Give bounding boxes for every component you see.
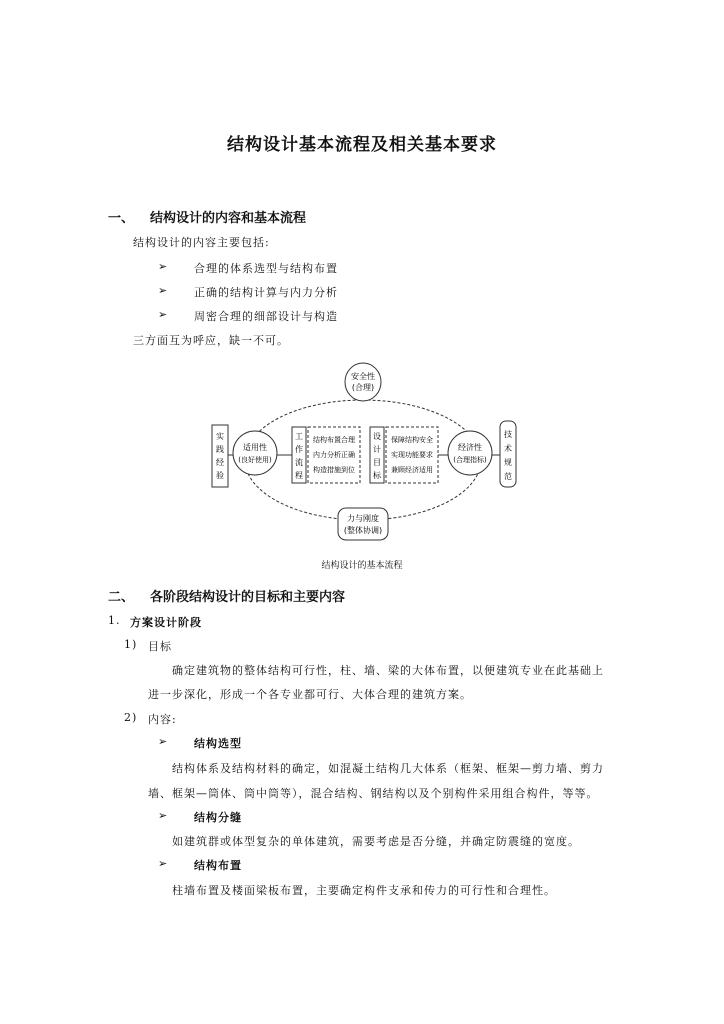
sub-heading-text: 结构布置 bbox=[194, 859, 242, 872]
cycle-ellipse bbox=[245, 400, 481, 520]
section-1-heading bbox=[108, 207, 508, 225]
right-vertical-char: 术 bbox=[504, 444, 512, 453]
mid-right-vertical-char: 计 bbox=[373, 445, 381, 454]
arrow-bullet-icon: ➢ bbox=[158, 308, 168, 321]
right-node-line1: 经济性 bbox=[458, 443, 482, 452]
sub2-line-1: 如建筑群或体型复杂的单体建筑，需要考虑是否分缝，并确定防震缝的宽度。 bbox=[172, 835, 580, 848]
item-1-label: 目标 bbox=[148, 640, 172, 653]
mid-right-vertical-char: 标 bbox=[373, 471, 381, 480]
arrow-bullet-icon: ➢ bbox=[158, 857, 168, 870]
left-vertical-char: 践 bbox=[216, 445, 224, 454]
sub-heading-text: 结构选型 bbox=[194, 737, 242, 750]
item-2-label: 内容: bbox=[148, 713, 177, 726]
mid-left-vertical-char: 流 bbox=[295, 458, 303, 467]
item-1-line-2: 进一步深化，形成一个各专业都可行、大体合理的建筑方案。 bbox=[148, 688, 472, 701]
mid-left-box-line: 内力分析正确 bbox=[313, 451, 355, 459]
left-node bbox=[233, 431, 277, 475]
top-node-line2: (合理) bbox=[351, 383, 375, 392]
sub1-line-2: 墙、框架—筒体、筒中筒等），混合结构、钢结构以及个别构件采用组合构件，等等。 bbox=[148, 787, 599, 800]
diagram-caption: 结构设计的基本流程 bbox=[321, 561, 403, 571]
section-2-heading bbox=[108, 586, 508, 604]
mid-right-vertical-char: 设 bbox=[373, 432, 381, 441]
section-1-title: 结构设计的内容和基本流程 bbox=[150, 211, 307, 226]
top-node bbox=[345, 363, 381, 401]
left-vertical-char: 验 bbox=[216, 471, 224, 480]
list-item-text: 合理的体系选型与结构布置 bbox=[194, 262, 338, 275]
right-vertical-char: 范 bbox=[504, 472, 512, 481]
section-2-number: 二、 bbox=[108, 590, 135, 605]
section-1-number: 一、 bbox=[108, 211, 135, 226]
left-vertical-char: 实 bbox=[216, 432, 224, 441]
item-1-number: 1) bbox=[124, 638, 138, 651]
right-node bbox=[448, 431, 492, 475]
mid-right-box-line: 兼顾经济适用 bbox=[391, 466, 433, 474]
right-node-line2: (合理指标) bbox=[453, 456, 487, 464]
section-1-summary: 三方面互为呼应，缺一不可。 bbox=[133, 334, 289, 347]
mid-left-vertical-char: 工 bbox=[295, 432, 303, 441]
mid-left-box-line: 结构布置合理 bbox=[313, 436, 355, 444]
top-node-line1: 安全性 bbox=[351, 372, 375, 381]
right-vertical-char: 规 bbox=[504, 458, 512, 467]
bottom-node bbox=[338, 508, 388, 540]
bottom-node-line2: (整体协调) bbox=[343, 526, 383, 535]
left-node-line1: 适用性 bbox=[243, 443, 267, 452]
section-1-intro: 结构设计的内容主要包括: bbox=[133, 236, 270, 249]
sub-heading-text: 结构分缝 bbox=[194, 811, 242, 824]
item-2-number: 2) bbox=[124, 711, 138, 724]
page-title: 结构设计基本流程及相关基本要求 bbox=[227, 135, 497, 155]
mid-left-vertical-char: 程 bbox=[295, 471, 303, 480]
mid-left-box-line: 构造措施到位 bbox=[313, 466, 355, 474]
left-node-line2: (良好使用) bbox=[238, 456, 272, 464]
mid-right-box-line: 保障结构安全 bbox=[391, 436, 433, 444]
stage-number: 1. bbox=[108, 614, 121, 627]
mid-right-box-line: 实现功能要求 bbox=[391, 451, 433, 459]
bottom-node-line1: 力与刚度 bbox=[347, 514, 379, 523]
item-1-line-1: 确定建筑物的整体结构可行性，柱、墙、梁的大体布置，以便建筑专业在此基础上 bbox=[172, 664, 604, 677]
right-vertical-char: 技 bbox=[504, 430, 512, 439]
arrow-bullet-icon: ➢ bbox=[158, 284, 168, 297]
left-vertical-char: 经 bbox=[216, 458, 224, 467]
sub3-line-1: 柱墙布置及楼面梁板布置，主要确定构件支承和传力的可行性和合理性。 bbox=[172, 884, 556, 897]
stage-title: 方案设计阶段 bbox=[130, 616, 202, 629]
arrow-bullet-icon: ➢ bbox=[158, 809, 168, 822]
arrow-bullet-icon: ➢ bbox=[158, 260, 168, 273]
section-2-title: 各阶段结构设计的目标和主要内容 bbox=[150, 590, 346, 605]
mid-left-vertical-char: 作 bbox=[295, 445, 303, 454]
arrow-bullet-icon: ➢ bbox=[158, 735, 168, 748]
sub1-line-1: 结构体系及结构材料的确定，如混凝土结构几大体系（框架、框架—剪力墙、剪力 bbox=[172, 762, 604, 775]
mid-right-vertical-char: 目 bbox=[373, 458, 381, 467]
workflow-diagram bbox=[200, 355, 530, 555]
list-item-text: 正确的结构计算与内力分析 bbox=[194, 286, 338, 299]
list-item-text: 周密合理的细部设计与构造 bbox=[194, 310, 338, 323]
